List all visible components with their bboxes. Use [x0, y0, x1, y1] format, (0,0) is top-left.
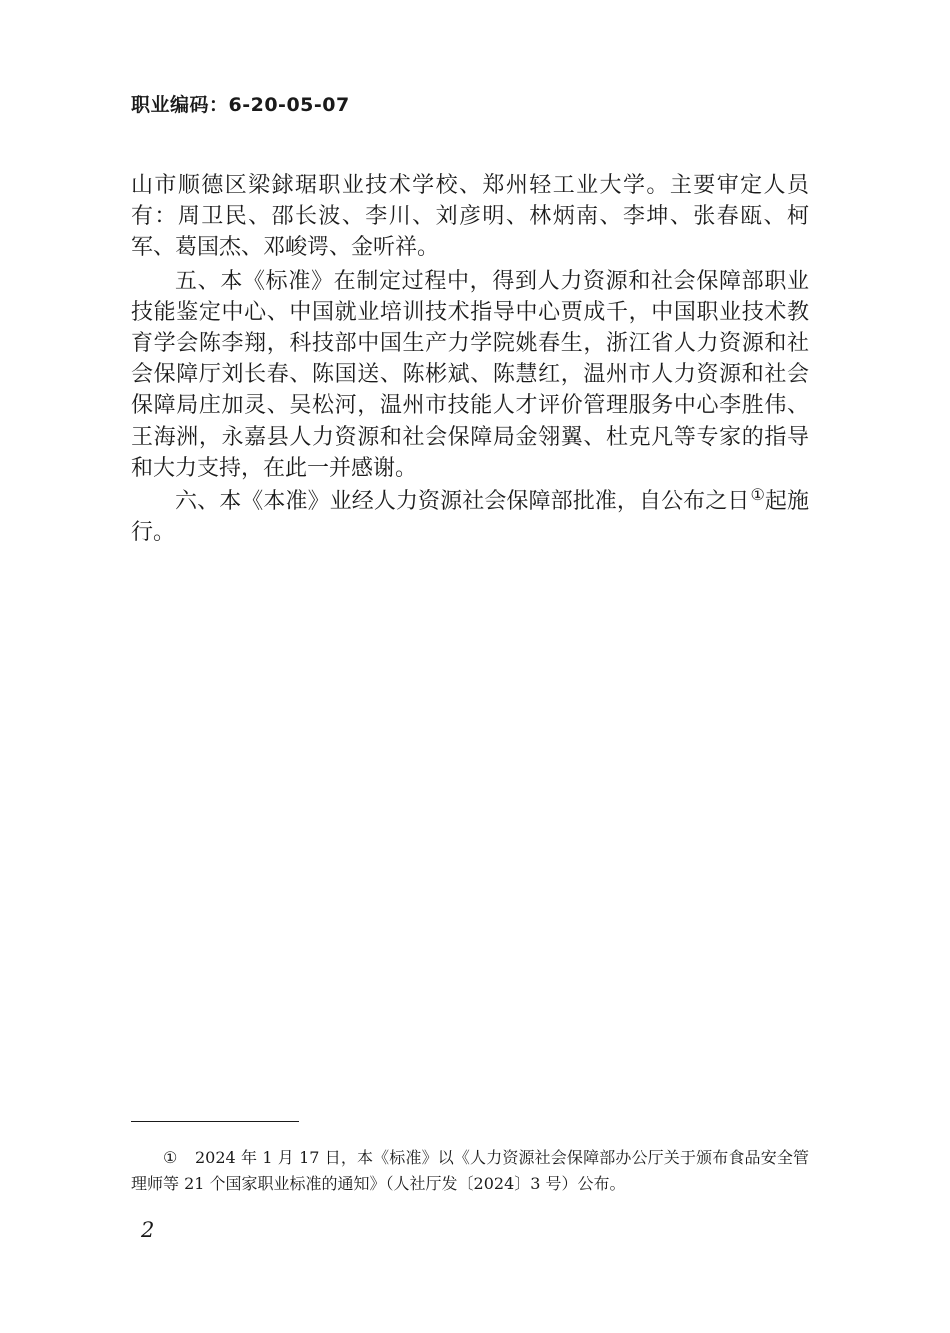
footnote-marker: ①	[163, 1148, 178, 1167]
occupation-code-value: 6-20-05-07	[228, 94, 350, 116]
footnote-reference: ①	[750, 484, 765, 504]
occupation-code-label: 职业编码：	[131, 94, 229, 116]
body-text	[131, 170, 809, 548]
footnote-divider	[131, 1121, 299, 1122]
paragraph-six-text: 六、本《本准》业经人力资源社会保障部批准，自公布之日	[175, 489, 750, 515]
paragraph-six-text-end: 起施行。	[131, 489, 809, 546]
occupation-code-header	[131, 90, 350, 117]
paragraph-continued: 山市顺德区梁銶琚职业技术学校、郑州轻工业大学。主要审定人员有：周卫民、邵长波、李川、刘彦明、林炳南、李坤、张春瓯、柯军、葛国杰、邓峻谔、金听祥。	[131, 173, 809, 261]
footnote-text: 2024 年 1 月 17 日，本《标准》以《人力资源社会保障部办公厅关于颁布食品安全管理师等 21 个国家职业标准的通知》（人社厅发〔2024〕3 号）公布。	[131, 1148, 809, 1193]
page-number: 2	[141, 1218, 155, 1242]
paragraph-five: 五、本《标准》在制定过程中，得到人力资源和社会保障部职业技能鉴定中心、中国就业培训技术指导中心贾成千，中国职业技术教育学会陈李翔，科技部中国生产力学院姚春生，浙江省人力资源和社会保障厅刘长春、陈国送、陈彬斌、陈慧红，温州市人力资源和社会保障局庄加灵、吴松河，温州市技能人才评价管理服务中心李胜伟、王海洲，永嘉县人力资源和社会保障局金翎翼、杜克凡等专家的指导和大力支持，在此一并感谢。	[131, 268, 809, 481]
paragraph-six	[131, 486, 809, 548]
footnote	[131, 1145, 809, 1197]
